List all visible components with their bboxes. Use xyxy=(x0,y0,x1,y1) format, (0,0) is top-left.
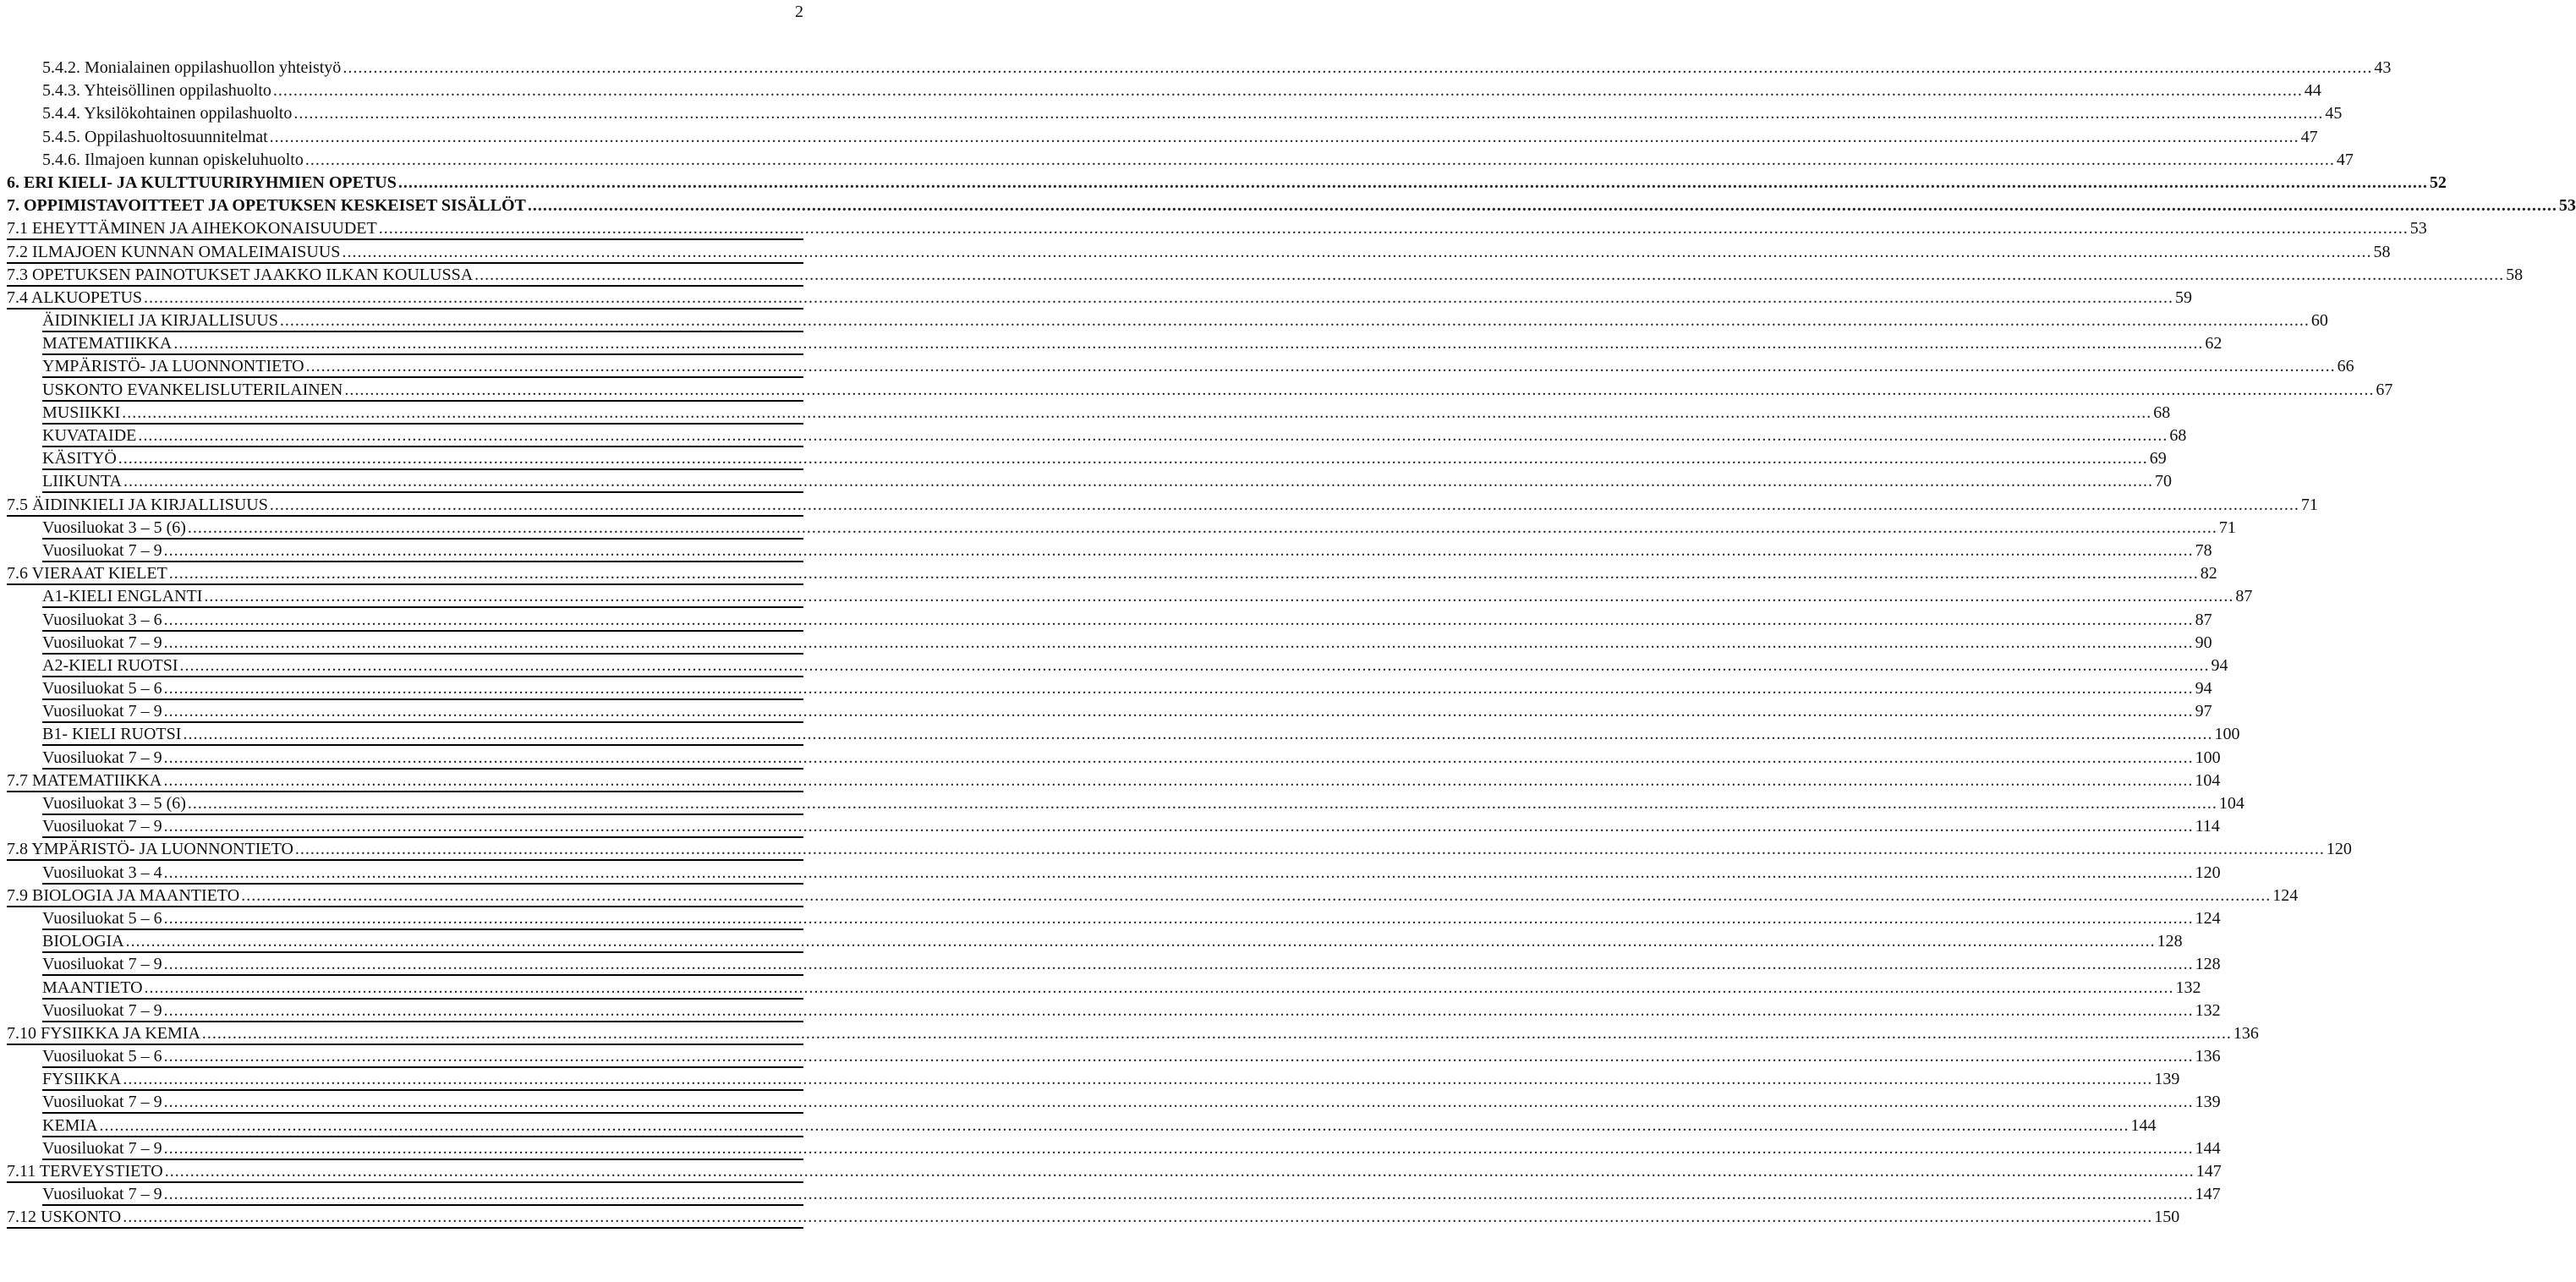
toc-entry-title: Vuosiluokat 5 – 6 xyxy=(42,908,162,928)
toc-row xyxy=(0,586,2253,609)
toc-entry-link[interactable] xyxy=(42,931,2183,953)
toc-dot-leader: ................................................................................................................................................................................................................................................................................................................................................................................................................ xyxy=(344,380,2375,399)
toc-entry-title: Vuosiluokat 3 – 5 (6) xyxy=(42,794,186,813)
toc-row xyxy=(0,1000,2221,1023)
toc-dot-leader: ................................................................................................................................................................................................................................................................................................................................................................................................................ xyxy=(187,794,2217,813)
toc-row xyxy=(0,655,2228,678)
toc-entry-link[interactable] xyxy=(42,1000,2221,1022)
toc-entry-page: 82 xyxy=(2200,564,2217,583)
toc-entry-page: 104 xyxy=(2218,794,2244,813)
toc-entry-page: 97 xyxy=(2195,702,2212,721)
toc-entry-link[interactable] xyxy=(7,288,2193,310)
toc-dot-leader: ................................................................................................................................................................................................................................................................................................................................................................................................................ xyxy=(293,104,2324,123)
toc-row xyxy=(0,403,2171,425)
toc-dot-leader: ................................................................................................................................................................................................................................................................................................................................................................................................................ xyxy=(474,265,2505,284)
toc-row xyxy=(0,80,2321,103)
toc-row xyxy=(0,978,2201,1000)
toc-dot-leader: ................................................................................................................................................................................................................................................................................................................................................................................................................ xyxy=(144,978,2174,997)
toc-entry-title: 5.4.2. Monialainen oppilashuollon yhteistyö xyxy=(42,58,342,77)
toc-row xyxy=(0,1207,2180,1230)
toc-entry-link[interactable] xyxy=(7,885,2299,907)
toc-entry-page: 128 xyxy=(2157,932,2183,951)
toc-entry-link[interactable] xyxy=(42,127,2318,147)
toc-entry-page: 62 xyxy=(2205,334,2222,353)
toc-entry-page: 60 xyxy=(2310,311,2328,331)
toc-dot-leader: ................................................................................................................................................................................................................................................................................................................................................................................................................ xyxy=(122,403,2152,422)
toc-entry-link[interactable] xyxy=(42,471,2172,493)
toc-entry-link[interactable] xyxy=(7,195,2576,216)
toc-entry-page: 147 xyxy=(2195,1162,2222,1181)
toc-entry-link[interactable] xyxy=(42,356,2354,378)
toc-entry-page: 136 xyxy=(2233,1023,2259,1043)
toc-entry-page: 120 xyxy=(2326,840,2352,859)
toc-entry-link[interactable] xyxy=(42,1069,2180,1091)
toc-dot-leader: ................................................................................................................................................................................................................................................................................................................................................................................................................ xyxy=(279,311,2310,331)
toc-dot-leader: ................................................................................................................................................................................................................................................................................................................................................................................................................ xyxy=(183,725,2213,744)
toc-entry-page: 68 xyxy=(2169,426,2187,445)
toc-entry-title: 7.4 ALKUOPETUS xyxy=(7,288,143,307)
toc-entry-page: 139 xyxy=(2195,1093,2221,1112)
toc-entry-page: 69 xyxy=(2149,449,2167,468)
toc-dot-leader: ................................................................................................................................................................................................................................................................................................................................................................................................................ xyxy=(272,81,2303,101)
toc-entry-link[interactable] xyxy=(42,586,2253,608)
toc-row xyxy=(0,1069,2180,1092)
toc-entry-title: 7.11 TERVEYSTIETO xyxy=(7,1162,163,1181)
toc-entry-title: KÄSITYÖ xyxy=(42,449,117,468)
toc-row xyxy=(0,1046,2221,1069)
toc-dot-leader: ................................................................................................................................................................................................................................................................................................................................................................................................................ xyxy=(163,770,2194,790)
toc-entry-page: 139 xyxy=(2154,1070,2180,1089)
toc-entry-page: 47 xyxy=(2336,150,2354,169)
toc-dot-leader: ................................................................................................................................................................................................................................................................................................................................................................................................................ xyxy=(163,1047,2194,1066)
toc-entry-title: 7. OPPIMISTAVOITTEET JA OPETUKSEN KESKEISET SISÄLLÖT xyxy=(7,196,526,216)
toc-dot-leader: ................................................................................................................................................................................................................................................................................................................................................................................................................ xyxy=(123,1208,2153,1227)
toc-entry-page: 87 xyxy=(2235,587,2253,606)
toc-entry-link[interactable] xyxy=(42,701,2212,723)
toc-dot-leader: ................................................................................................................................................................................................................................................................................................................................................................................................................ xyxy=(179,655,2210,675)
toc-row xyxy=(0,471,2172,494)
toc-row xyxy=(0,127,2318,150)
toc-entry-title: Vuosiluokat 7 – 9 xyxy=(42,540,162,560)
toc-row xyxy=(0,931,2183,954)
toc-entry-title: 7.5 ÄIDINKIELI JA KIRJALLISUUS xyxy=(7,495,268,514)
toc-entry-title: ÄIDINKIELI JA KIRJALLISUUS xyxy=(42,311,278,331)
toc-entry-title: Vuosiluokat 7 – 9 xyxy=(42,1093,162,1112)
toc-row xyxy=(0,748,2221,770)
toc-entry-page: 104 xyxy=(2195,770,2221,790)
toc-row xyxy=(0,885,2299,908)
toc-row xyxy=(0,908,2221,931)
toc-row xyxy=(0,816,2220,839)
toc-row xyxy=(0,770,2221,793)
toc-entry-link[interactable] xyxy=(7,839,2352,861)
toc-entry-title: 5.4.5. Oppilashuoltosuunnitelmat xyxy=(42,127,268,146)
toc-entry-link[interactable] xyxy=(42,540,2212,562)
toc-row xyxy=(0,356,2354,379)
toc-row xyxy=(0,1161,2222,1184)
toc-entry-link[interactable] xyxy=(42,103,2343,123)
toc-entry-link[interactable] xyxy=(42,58,2392,78)
toc-entry-page: 59 xyxy=(2175,288,2193,307)
toc-entry-link[interactable] xyxy=(42,403,2171,425)
toc-entry-link[interactable] xyxy=(42,863,2221,885)
toc-entry-page: 44 xyxy=(2304,81,2321,101)
toc-entry-link[interactable] xyxy=(42,678,2212,700)
toc-entry-title: MAANTIETO xyxy=(42,978,143,997)
toc-entry-link[interactable] xyxy=(7,770,2221,792)
toc-entry-title: B1- KIELI RUOTSI xyxy=(42,725,182,744)
toc-entry-page: 45 xyxy=(2325,104,2343,123)
toc-entry-link[interactable] xyxy=(42,1138,2221,1160)
toc-dot-leader: ................................................................................................................................................................................................................................................................................................................................................................................................................ xyxy=(305,357,2336,376)
toc-row xyxy=(0,495,2318,518)
toc-entry-link[interactable] xyxy=(42,748,2221,770)
toc-entry-page: 58 xyxy=(2373,242,2391,261)
toc-entry-link[interactable] xyxy=(7,1207,2180,1229)
toc-row xyxy=(0,633,2212,655)
toc-dot-leader: ................................................................................................................................................................................................................................................................................................................................................................................................................ xyxy=(163,702,2194,721)
toc-entry-title: Vuosiluokat 3 – 5 (6) xyxy=(42,518,186,537)
toc-entry-link[interactable] xyxy=(42,954,2221,976)
toc-row xyxy=(0,793,2244,816)
toc-row xyxy=(0,150,2354,173)
toc-row xyxy=(0,610,2212,633)
toc-entry-page: 124 xyxy=(2195,908,2221,928)
toc-row xyxy=(0,195,2576,218)
toc-entry-title: Vuosiluokat 7 – 9 xyxy=(42,1138,162,1158)
toc-entry-title: 7.8 YMPÄRISTÖ- JA LUONNONTIETO xyxy=(7,840,293,859)
toc-entry-page: 52 xyxy=(2429,173,2447,192)
toc-dot-leader: ................................................................................................................................................................................................................................................................................................................................................................................................................ xyxy=(163,1138,2194,1158)
table-of-contents xyxy=(0,58,2576,1230)
toc-entry-link[interactable] xyxy=(42,448,2167,470)
toc-row xyxy=(0,265,2524,288)
toc-dot-leader: ................................................................................................................................................................................................................................................................................................................................................................................................................ xyxy=(168,564,2199,583)
toc-entry-title: 7.6 VIERAAT KIELET xyxy=(7,564,167,583)
toc-entry-link[interactable] xyxy=(7,173,2447,193)
toc-dot-leader: ................................................................................................................................................................................................................................................................................................................................................................................................................ xyxy=(125,932,2156,951)
toc-row xyxy=(0,1138,2221,1161)
toc-dot-leader: ................................................................................................................................................................................................................................................................................................................................................................................................................ xyxy=(163,817,2194,836)
toc-entry-page: 100 xyxy=(2214,725,2240,744)
toc-entry-title: BIOLOGIA xyxy=(42,932,124,951)
toc-entry-page: 132 xyxy=(2195,1000,2221,1020)
toc-dot-leader: ................................................................................................................................................................................................................................................................................................................................................................................................................ xyxy=(163,908,2194,928)
toc-entry-link[interactable] xyxy=(42,310,2328,332)
toc-entry-link[interactable] xyxy=(42,1092,2221,1114)
toc-entry-link[interactable] xyxy=(42,425,2187,447)
toc-row xyxy=(0,1092,2221,1115)
toc-row xyxy=(0,563,2217,586)
toc-row xyxy=(0,1023,2259,1046)
toc-entry-title: 5.4.3. Yhteisöllinen oppilashuolto xyxy=(42,81,271,101)
toc-dot-leader: ................................................................................................................................................................................................................................................................................................................................................................................................................ xyxy=(342,242,2372,261)
toc-entry-link[interactable] xyxy=(7,242,2391,264)
toc-row xyxy=(0,448,2167,471)
toc-dot-leader: ................................................................................................................................................................................................................................................................................................................................................................................................................ xyxy=(163,540,2194,560)
toc-row xyxy=(0,724,2240,747)
toc-entry-link[interactable] xyxy=(42,380,2393,402)
toc-dot-leader: ................................................................................................................................................................................................................................................................................................................................................................................................................ xyxy=(173,334,2204,353)
toc-entry-page: 43 xyxy=(2374,58,2392,77)
toc-entry-page: 150 xyxy=(2154,1208,2180,1227)
toc-dot-leader: ................................................................................................................................................................................................................................................................................................................................................................................................................ xyxy=(269,127,2299,146)
toc-row xyxy=(0,701,2212,724)
toc-entry-title: MATEMATIIKKA xyxy=(42,334,173,353)
toc-entry-page: 132 xyxy=(2175,978,2201,997)
toc-dot-leader: ................................................................................................................................................................................................................................................................................................................................................................................................................ xyxy=(163,1185,2194,1204)
toc-entry-page: 87 xyxy=(2195,610,2212,629)
toc-entry-page: 67 xyxy=(2376,380,2393,399)
toc-entry-title: Vuosiluokat 7 – 9 xyxy=(42,702,162,721)
toc-dot-leader: ................................................................................................................................................................................................................................................................................................................................................................................................................ xyxy=(304,150,2335,169)
toc-entry-title: KUVATAIDE xyxy=(42,426,137,445)
toc-dot-leader: ................................................................................................................................................................................................................................................................................................................................................................................................................ xyxy=(201,1023,2232,1043)
toc-entry-title: 7.3 OPETUKSEN PAINOTUKSET JAAKKO ILKAN KOULUSSA xyxy=(7,265,474,284)
toc-entry-page: 70 xyxy=(2154,472,2172,491)
toc-entry-page: 47 xyxy=(2300,127,2318,146)
toc-entry-link[interactable] xyxy=(42,978,2201,1000)
toc-entry-title: 7.12 USKONTO xyxy=(7,1208,122,1227)
toc-dot-leader: ................................................................................................................................................................................................................................................................................................................................................................................................................ xyxy=(144,288,2174,307)
toc-entry-page: 68 xyxy=(2153,403,2171,422)
toc-row xyxy=(0,1184,2221,1207)
toc-dot-leader: ................................................................................................................................................................................................................................................................................................................................................................................................................ xyxy=(163,633,2194,652)
toc-entry-title: YMPÄRISTÖ- JA LUONNONTIETO xyxy=(42,357,304,376)
toc-entry-title: Vuosiluokat 5 – 6 xyxy=(42,679,162,699)
toc-entry-link[interactable] xyxy=(42,518,2236,540)
toc-row xyxy=(0,425,2187,448)
toc-dot-leader: ................................................................................................................................................................................................................................................................................................................................................................................................................ xyxy=(269,495,2299,514)
toc-dot-leader: ................................................................................................................................................................................................................................................................................................................................................................................................................ xyxy=(164,1162,2195,1181)
toc-entry-title: 7.10 FYSIIKKA JA KEMIA xyxy=(7,1023,200,1043)
toc-entry-page: 124 xyxy=(2272,885,2299,905)
toc-entry-link[interactable] xyxy=(42,793,2244,815)
toc-dot-leader: ................................................................................................................................................................................................................................................................................................................................................................................................................ xyxy=(163,748,2194,767)
toc-entry-title: Vuosiluokat 7 – 9 xyxy=(42,817,162,836)
toc-row xyxy=(0,1115,2157,1138)
toc-entry-title: 5.4.4. Yksilökohtainen oppilashuolto xyxy=(42,104,293,123)
toc-row xyxy=(0,863,2221,885)
toc-row xyxy=(0,218,2427,241)
toc-entry-page: 66 xyxy=(2337,357,2354,376)
toc-entry-link[interactable] xyxy=(7,218,2427,240)
toc-entry-link[interactable] xyxy=(7,1023,2259,1045)
toc-dot-leader: ................................................................................................................................................................................................................................................................................................................................................................................................................ xyxy=(163,1093,2194,1112)
toc-entry-page: 114 xyxy=(2195,817,2220,836)
page-number: 2 xyxy=(795,3,803,21)
toc-entry-title: 7.7 MATEMATIIKKA xyxy=(7,770,162,790)
toc-entry-link[interactable] xyxy=(42,1184,2221,1206)
toc-entry-page: 94 xyxy=(2211,655,2228,675)
toc-entry-page: 136 xyxy=(2195,1047,2221,1066)
toc-row xyxy=(0,678,2212,701)
toc-entry-page: 120 xyxy=(2195,863,2221,882)
toc-row xyxy=(0,242,2391,265)
toc-entry-page: 71 xyxy=(2300,495,2318,514)
toc-dot-leader: ................................................................................................................................................................................................................................................................................................................................................................................................................ xyxy=(204,587,2234,606)
toc-dot-leader: ................................................................................................................................................................................................................................................................................................................................................................................................................ xyxy=(187,518,2217,537)
toc-entry-page: 53 xyxy=(2409,219,2427,238)
toc-entry-title: A2-KIELI RUOTSI xyxy=(42,655,178,675)
toc-entry-title: 6. ERI KIELI- JA KULTTUURIRYHMIEN OPETUS xyxy=(7,173,397,192)
toc-entry-title: 7.9 BIOLOGIA JA MAANTIETO xyxy=(7,885,240,905)
toc-entry-title: Vuosiluokat 7 – 9 xyxy=(42,1185,162,1204)
toc-entry-page: 78 xyxy=(2195,540,2212,560)
toc-dot-leader: ................................................................................................................................................................................................................................................................................................................................................................................................................ xyxy=(163,863,2194,882)
toc-entry-link[interactable] xyxy=(42,1046,2221,1068)
toc-dot-leader: ................................................................................................................................................................................................................................................................................................................................................................................................................ xyxy=(118,449,2148,468)
toc-row xyxy=(0,173,2447,195)
toc-entry-page: 71 xyxy=(2218,518,2236,537)
toc-entry-link[interactable] xyxy=(42,908,2221,930)
toc-dot-leader: ................................................................................................................................................................................................................................................................................................................................................................................................................ xyxy=(123,1070,2153,1089)
toc-entry-title: Vuosiluokat 7 – 9 xyxy=(42,748,162,767)
toc-entry-link[interactable] xyxy=(42,150,2354,170)
toc-entry-link[interactable] xyxy=(7,495,2318,517)
toc-entry-title: 7.1 EHEYTTÄMINEN JA AIHEKOKONAISUUDET xyxy=(7,219,377,238)
toc-entry-page: 94 xyxy=(2195,679,2212,699)
toc-entry-page: 144 xyxy=(2130,1115,2157,1135)
toc-entry-title: 7.2 ILMAJOEN KUNNAN OMALEIMAISUUS xyxy=(7,242,341,261)
toc-entry-title: Vuosiluokat 3 – 6 xyxy=(42,610,162,629)
toc-entry-link[interactable] xyxy=(42,333,2222,355)
toc-row xyxy=(0,839,2352,862)
toc-entry-link[interactable] xyxy=(42,724,2240,746)
toc-entry-title: USKONTO EVANKELISLUTERILAINEN xyxy=(42,380,343,399)
toc-entry-link[interactable] xyxy=(42,80,2321,101)
toc-dot-leader: ................................................................................................................................................................................................................................................................................................................................................................................................................ xyxy=(527,196,2557,216)
toc-dot-leader: ................................................................................................................................................................................................................................................................................................................................................................................................................ xyxy=(397,173,2428,192)
toc-entry-title: A1-KIELI ENGLANTI xyxy=(42,587,203,606)
toc-dot-leader: ................................................................................................................................................................................................................................................................................................................................................................................................................ xyxy=(343,58,2373,77)
toc-entry-page: 147 xyxy=(2195,1185,2221,1204)
toc-dot-leader: ................................................................................................................................................................................................................................................................................................................................................................................................................ xyxy=(163,679,2194,699)
toc-entry-title: Vuosiluokat 7 – 9 xyxy=(42,955,162,974)
toc-row xyxy=(0,310,2328,333)
toc-entry-title: 5.4.6. Ilmajoen kunnan opiskeluhuolto xyxy=(42,150,304,169)
toc-entry-page: 144 xyxy=(2195,1138,2221,1158)
toc-dot-leader: ................................................................................................................................................................................................................................................................................................................................................................................................................ xyxy=(294,840,2325,859)
toc-entry-page: 90 xyxy=(2195,633,2212,652)
toc-row xyxy=(0,380,2393,403)
toc-row xyxy=(0,288,2193,310)
toc-row xyxy=(0,954,2221,977)
toc-entry-link[interactable] xyxy=(42,610,2212,632)
toc-row xyxy=(0,540,2212,563)
toc-entry-title: KEMIA xyxy=(42,1115,98,1135)
toc-entry-link[interactable] xyxy=(7,1161,2222,1183)
toc-entry-link[interactable] xyxy=(42,655,2228,677)
toc-dot-leader: ................................................................................................................................................................................................................................................................................................................................................................................................................ xyxy=(163,955,2194,974)
toc-row xyxy=(0,103,2343,126)
toc-entry-link[interactable] xyxy=(42,816,2220,838)
toc-row xyxy=(0,58,2392,80)
toc-entry-page: 128 xyxy=(2195,955,2221,974)
toc-row xyxy=(0,333,2222,356)
toc-entry-link[interactable] xyxy=(7,563,2217,585)
toc-entry-page: 100 xyxy=(2195,748,2221,767)
toc-entry-page: 53 xyxy=(2558,196,2576,216)
toc-dot-leader: ................................................................................................................................................................................................................................................................................................................................................................................................................ xyxy=(138,426,2168,445)
toc-entry-title: Vuosiluokat 7 – 9 xyxy=(42,1000,162,1020)
toc-entry-link[interactable] xyxy=(42,633,2212,655)
toc-entry-title: Vuosiluokat 7 – 9 xyxy=(42,633,162,652)
toc-dot-leader: ................................................................................................................................................................................................................................................................................................................................................................................................................ xyxy=(163,610,2194,629)
toc-entry-title: MUSIIKKI xyxy=(42,403,121,422)
toc-dot-leader: ................................................................................................................................................................................................................................................................................................................................................................................................................ xyxy=(123,472,2153,491)
toc-dot-leader: ................................................................................................................................................................................................................................................................................................................................................................................................................ xyxy=(99,1115,2129,1135)
toc-entry-link[interactable] xyxy=(42,1115,2157,1137)
toc-entry-page: 58 xyxy=(2506,265,2524,284)
toc-entry-title: Vuosiluokat 3 – 4 xyxy=(42,863,162,882)
toc-dot-leader: ................................................................................................................................................................................................................................................................................................................................................................................................................ xyxy=(241,885,2272,905)
toc-entry-title: Vuosiluokat 5 – 6 xyxy=(42,1047,162,1066)
toc-dot-leader: ................................................................................................................................................................................................................................................................................................................................................................................................................ xyxy=(163,1000,2194,1020)
toc-row xyxy=(0,518,2236,540)
toc-dot-leader: ................................................................................................................................................................................................................................................................................................................................................................................................................ xyxy=(378,219,2409,238)
toc-entry-title: FYSIIKKA xyxy=(42,1070,122,1089)
toc-entry-link[interactable] xyxy=(7,265,2524,287)
toc-entry-title: LIIKUNTA xyxy=(42,472,122,491)
